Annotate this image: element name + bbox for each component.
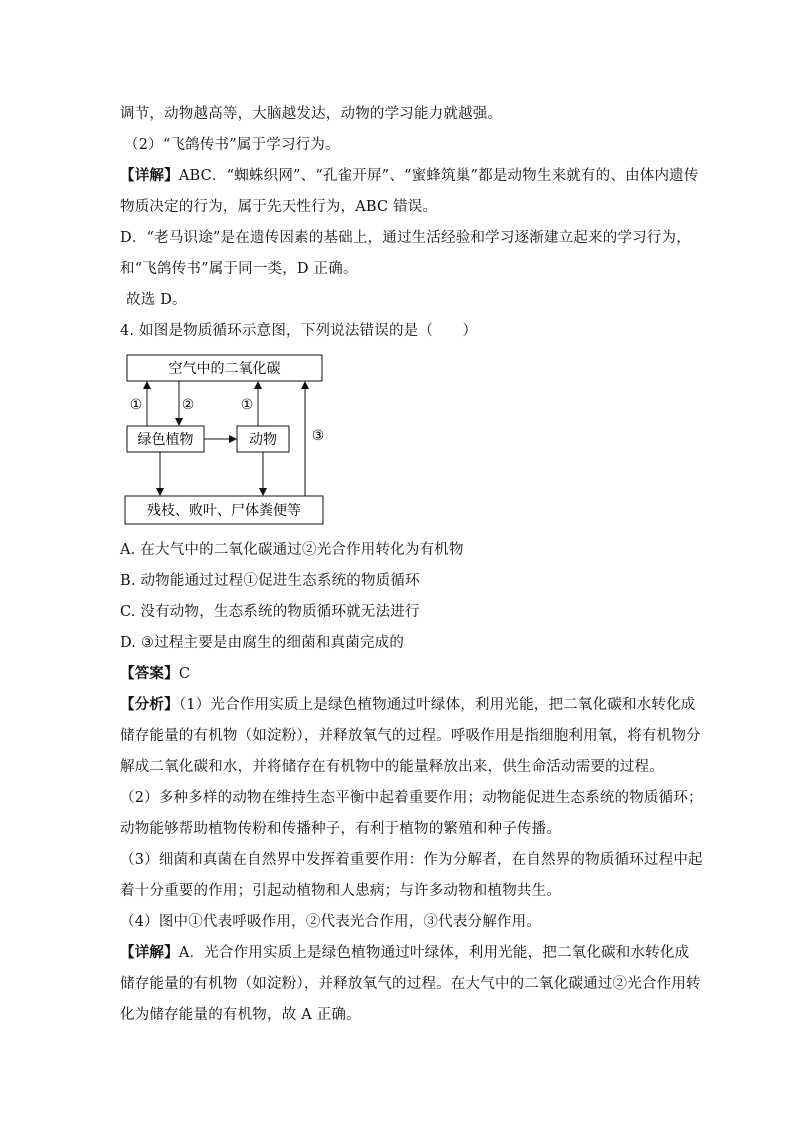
text-line: 调节，动物越高等，大脑越发达，动物的学习能力就越强。: [120, 106, 503, 122]
text-line: （2）“飞鸽传书”属于学习行为。: [124, 137, 340, 153]
label-respiration-animal: ①: [240, 397, 254, 413]
animal-box-label: 动物: [249, 432, 277, 448]
detail2-tag: 【详解】: [120, 944, 179, 961]
analysis-text: （1）光合作用实质上是绿色植物通过叶绿体，利用光能，把二氧化碳和水转化成: [178, 697, 696, 713]
text-line: 和“飞鸽传书”属于同一类，D 正确。: [120, 261, 358, 277]
label-decomposition: ③: [311, 428, 325, 444]
residue-box-label: 残枝、败叶、尸体粪便等: [147, 503, 301, 519]
text-line: （3）细菌和真菌在自然界中发挥着重要作用：作为分解者，在自然界的物质循环过程中起: [120, 852, 703, 868]
detail-text: ABC．“蜘蛛织网”、“孔雀开屏”、“蜜蜂筑巢”都是动物生来就有的、由体内遗传: [178, 168, 699, 184]
text-line: [120, 166, 699, 186]
label-respiration-plant: ①: [129, 397, 143, 413]
co2-box-label: 空气中的二氧化碳: [168, 361, 281, 377]
text-line: 着十分重要的作用；引起动植物和人患病；与许多动物和植物共生。: [120, 883, 561, 899]
text-line: 化为储存能量的有机物，故 A 正确。: [120, 1007, 361, 1023]
option-c: C. 没有动物，生态系统的物质循环就无法进行: [120, 604, 420, 620]
text-line: 动物能够帮助植物传粉和传播种子，有利于植物的繁殖和种子传播。: [120, 821, 561, 837]
text-line: 物质决定的行为，属于先天性行为，ABC 错误。: [120, 199, 438, 215]
detail-tag: 【详解】: [120, 167, 179, 184]
diagram-svg: [118, 345, 338, 535]
analysis-tag: 【分析】: [120, 696, 179, 713]
material-cycle-diagram: [118, 345, 338, 535]
option-d: D. ③过程主要是由腐生的细菌和真菌完成的: [120, 635, 405, 651]
answer-tag: 【答案】: [120, 665, 179, 682]
label-photosynthesis: ②: [181, 397, 195, 413]
plant-box-label: 绿色植物: [137, 432, 194, 448]
text-line: 储存能量的有机物（如淀粉），并释放氧气的过程。在大气中的二氧化碳通过②光合作用转: [120, 976, 701, 992]
text-line: 储存能量的有机物（如淀粉），并释放氧气的过程。呼吸作用是指细胞利用氧，将有机物分: [120, 728, 701, 744]
option-b: B. 动物能通过过程①促进生态系统的物质循环: [120, 573, 420, 589]
text-line: 故选 D。: [126, 292, 187, 308]
answer-value: C: [178, 666, 191, 682]
text-line: （2）多种多样的动物在维持生态平衡中起着重要作用；动物能促进生态系统的物质循环；: [120, 790, 703, 806]
text-line: （4）图中①代表呼吸作用，②代表光合作用，③代表分解作用。: [120, 914, 542, 930]
analysis-line: [120, 695, 696, 715]
detail2-text: A．光合作用实质上是绿色植物通过叶绿体，利用光能，把二氧化碳和水转化成: [178, 945, 690, 961]
text-line: 解成二氧化碳和水，并将储存在有机物中的能量释放出来，供生命活动需要的过程。: [120, 759, 664, 775]
question-stem: 4. 如图是物质循环示意图，下列说法错误的是（ ）: [120, 323, 478, 339]
answer-line: [120, 664, 190, 684]
detail2-line: [120, 943, 689, 963]
text-line: D．“老马识途”是在遗传因素的基础上，通过生活经验和学习逐渐建立起来的学习行为，: [120, 230, 691, 246]
option-a: A. 在大气中的二氧化碳通过②光合作用转化为有机物: [120, 542, 464, 558]
